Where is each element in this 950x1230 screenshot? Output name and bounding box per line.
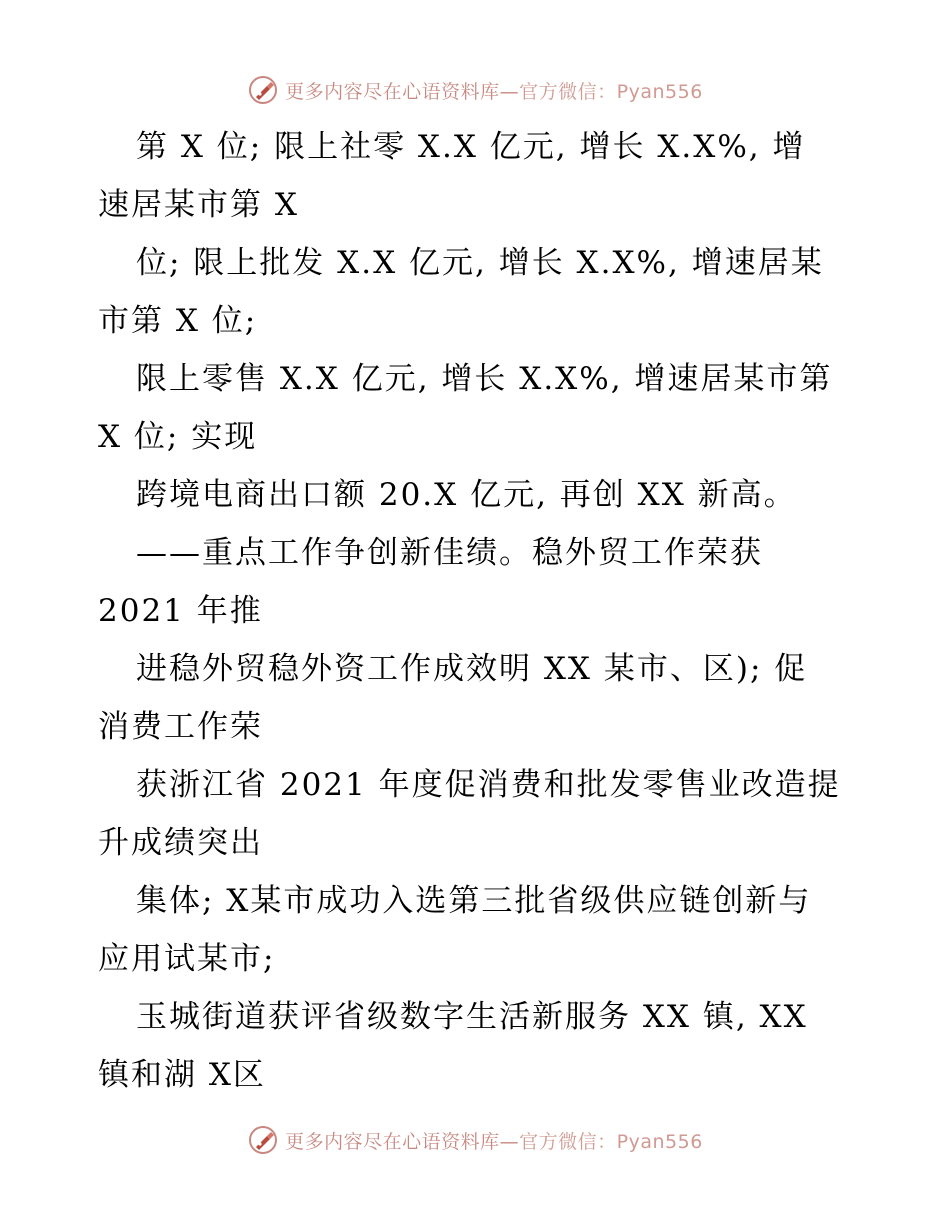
text-line: 2021 年推 xyxy=(98,593,263,629)
text-line: 镇和湖 X区 xyxy=(98,1057,266,1093)
footer-watermark-banner xyxy=(0,1120,950,1160)
text-line: 集体; X某市成功入选第三批省级供应链创新与 xyxy=(136,883,812,919)
text-line: 进稳外贸稳外资工作成效明 XX 某市、区); 促 xyxy=(136,651,808,687)
text-line: X 位; 实现 xyxy=(98,419,258,455)
watermark-text: 更多内容尽在心语资料库—官方微信：Pyan556 xyxy=(285,1130,703,1153)
text-line: 市第 X 位; xyxy=(98,303,258,339)
text-line: 应用试某市; xyxy=(98,941,276,977)
text-line: 位; 限上批发 X.X 亿元, 增长 X.X%, 增速居某 xyxy=(136,245,824,281)
text-line: 限上零售 X.X 亿元, 增长 X.X%, 增速居某市第 xyxy=(136,361,833,397)
pen-nib-circle-icon xyxy=(247,74,279,106)
text-line: 消费工作荣 xyxy=(98,709,263,745)
header-watermark-banner xyxy=(0,70,950,110)
text-line: ——重点工作争创新佳绩。稳外贸工作荣获 xyxy=(136,535,763,571)
text-line: 获浙江省 2021 年度促消费和批发零售业改造提 xyxy=(136,767,841,803)
text-line: 升成绩突出 xyxy=(98,825,263,861)
watermark-text: 更多内容尽在心语资料库—官方微信：Pyan556 xyxy=(285,80,703,103)
document-body xyxy=(98,118,858,1104)
text-line: 跨境电商出口额 20.X 亿元, 再创 XX 新高。 xyxy=(136,477,797,513)
pen-nib-circle-icon xyxy=(247,1124,279,1156)
text-line: 第 X 位; 限上社零 X.X 亿元, 增长 X.X%, 增 xyxy=(136,129,806,165)
text-line: 速居某市第 X xyxy=(98,187,299,223)
text-line: 玉城街道获评省级数字生活新服务 XX 镇, XX xyxy=(136,999,808,1035)
